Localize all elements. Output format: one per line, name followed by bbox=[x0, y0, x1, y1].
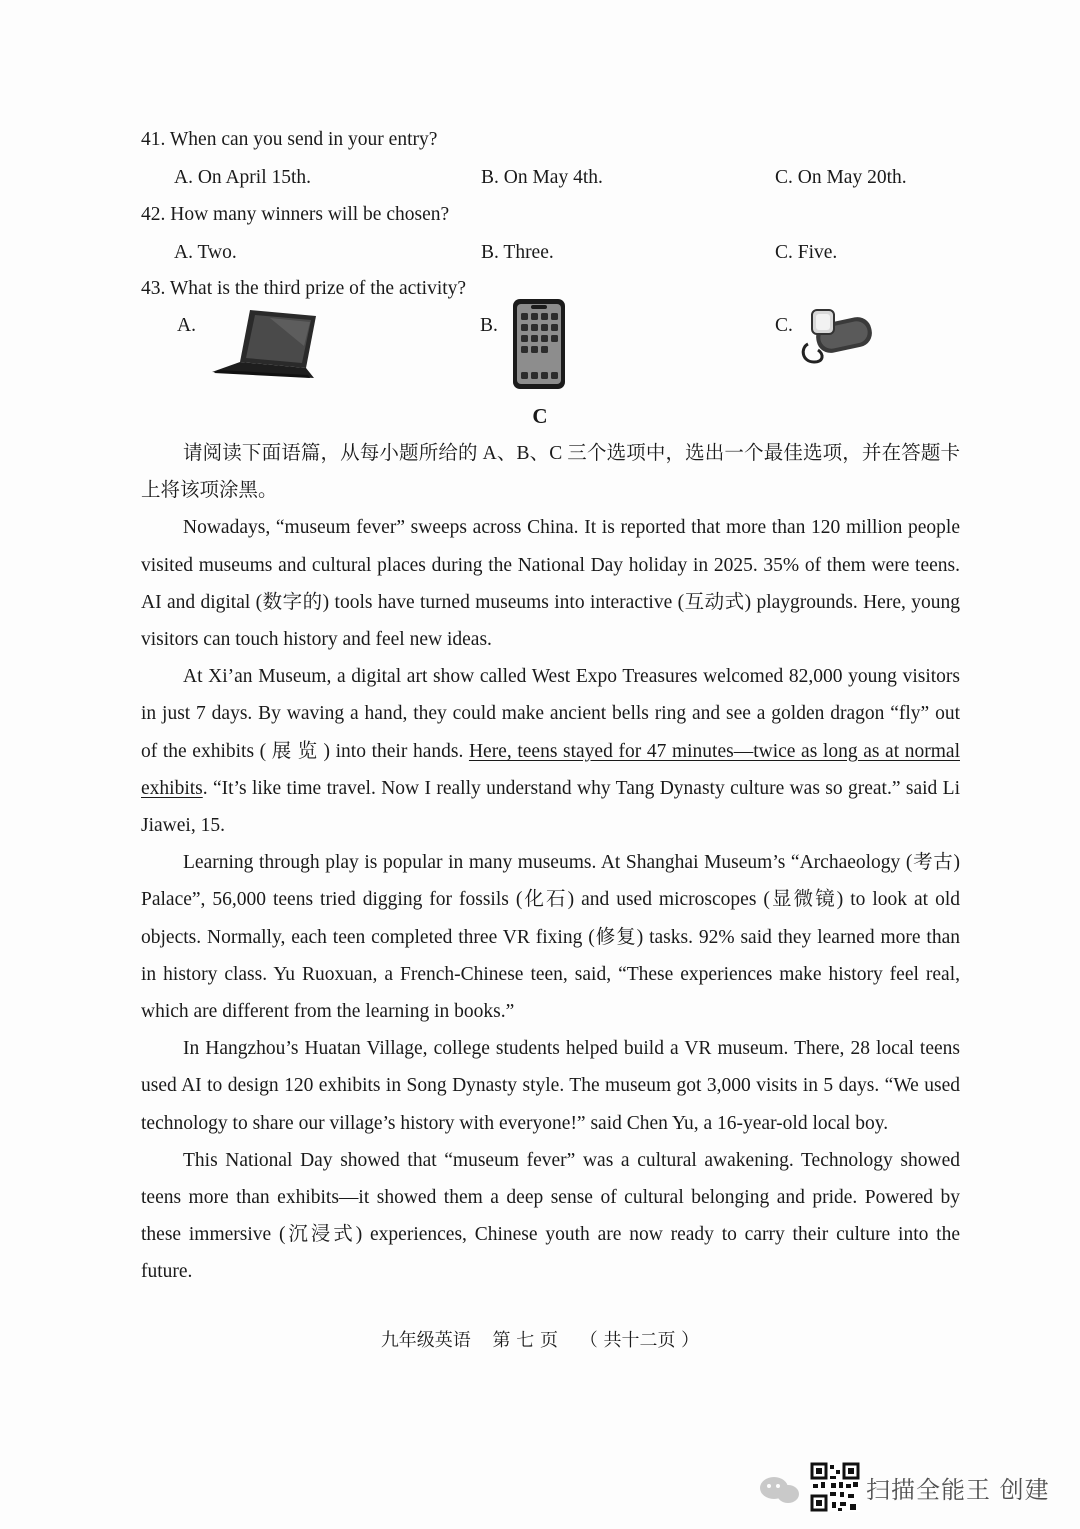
question-43-option-c: C. bbox=[775, 315, 793, 336]
passage-body bbox=[141, 435, 960, 1291]
footer-subject: 九年级英语 bbox=[380, 1330, 471, 1351]
question-41-stem: 41. When can you send in your entry? bbox=[141, 129, 438, 150]
smartphone-icon bbox=[512, 298, 566, 390]
passage-paragraph-5: This National Day showed that “museum fever” was a cultural awakening. Technology showed teens more than exhibits—it showed them a deep sense of cultural belonging and pride. Powered by these immersive (沉浸式) experiences, Chinese youth are now ready to carry their culture into the future. bbox=[141, 1149, 960, 1283]
section-instruction: 请阅读下面语篇，从每小题所给的 A、B、C 三个选项中，选出一个最佳选项，并在答题卡上将该项涂黑。 bbox=[141, 443, 960, 502]
question-41-option-c: C. On May 20th. bbox=[775, 167, 907, 188]
question-42-stem: 42. How many winners will be chosen? bbox=[141, 204, 450, 225]
question-41-option-a: A. On April 15th. bbox=[174, 167, 312, 188]
passage-paragraph-4: In Hangzhou’s Huatan Village, college students helped build a VR museum. There, 28 local teens used AI to design 120 exhibits in Song Dynasty style. The museum got 3,000 visits in 5 days. “We used technology to share our village’s history with everyone!” said Chen Yu, a 16-year-old local boy. bbox=[141, 1038, 960, 1134]
qr-code-icon bbox=[810, 1462, 860, 1512]
section-label: C bbox=[532, 404, 548, 428]
question-43-option-a: A. bbox=[177, 315, 196, 336]
passage-paragraph-3: Learning through play is popular in many museums. At Shanghai Museum’s “Archaeology (考古) Palace”, 56,000 teens tried digging for fossils (化石) and used microscopes (显微镜) to look at old objects. Normally, each teen completed three VR fixing (修复) tasks. 92% said they learned more than in history class. Yu Ruoxuan, a French-Chinese teen, said, “These experiences make history feel real, which are different from the learning in books.” bbox=[141, 852, 960, 1023]
passage-paragraph-2 bbox=[141, 658, 960, 844]
passage-paragraph-1: Nowadays, “museum fever” sweeps across China. It is reported that more than 120 million people visited museums and cultural places during the National Day holiday in 2025. 35% of them were teens. AI and digital (数字的) tools have turned museums into interactive (互动式) playgrounds. Here, young visitors can touch history and feel new ideas. bbox=[141, 517, 960, 651]
page-footer bbox=[0, 1326, 1080, 1352]
question-42-option-b: B. Three. bbox=[481, 242, 554, 263]
question-42-option-c: C. Five. bbox=[775, 242, 838, 263]
paragraph-2-text-start: At Xi’an Museum, a digital art show called West Expo Treasures welcomed 82,000 young visitors in just 7 days. By waving a hand, they could make ancient bells ring and see a golden dragon “fly” out of the exhibits ( 展 览 ) into their hands. bbox=[141, 666, 960, 762]
laptop-icon bbox=[210, 306, 320, 380]
portable-speaker-icon bbox=[798, 302, 876, 366]
question-43-option-b: B. bbox=[480, 315, 498, 336]
question-42-option-a: A. Two. bbox=[174, 242, 237, 263]
paragraph-2-text-end: . “It’s like time travel. Now I really understand why Tang Dynasty culture was so great.” said Li Jiawei, 15. bbox=[141, 777, 960, 837]
question-43-stem: 43. What is the third prize of the activity? bbox=[141, 278, 467, 299]
footer-total-pages: （ 共十二页 ） bbox=[579, 1330, 700, 1351]
watermark-text: 扫描全能王 创建 bbox=[866, 1476, 1050, 1504]
question-41-option-b: B. On May 4th. bbox=[481, 167, 603, 188]
underlined-sentence: Here, teens stayed for 47 minutes—twice as long as at normal exhibits bbox=[141, 740, 960, 799]
footer-page-number: 第 七 页 bbox=[492, 1330, 558, 1351]
